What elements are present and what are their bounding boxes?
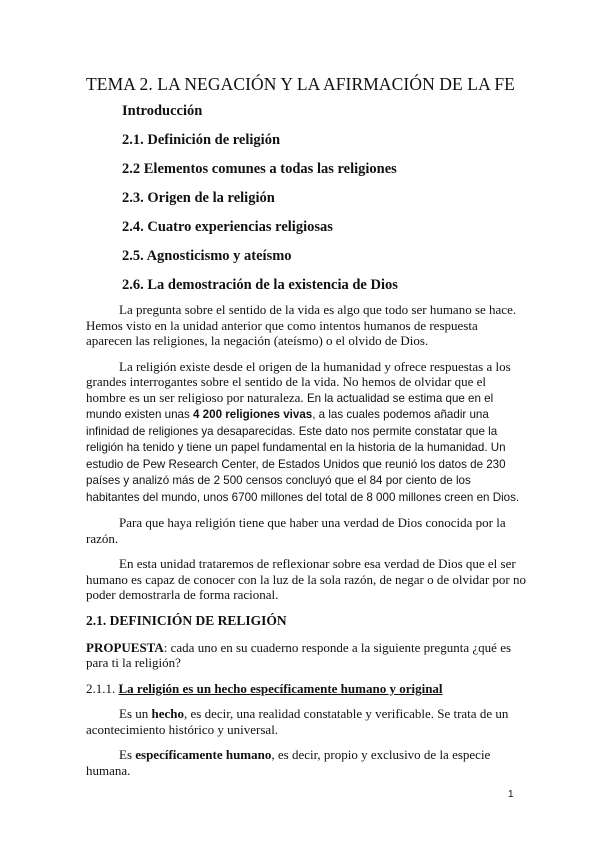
toc-item: 2.3. Origen de la religión — [122, 190, 275, 206]
section-heading: 2.1. DEFINICIÓN DE RELIGIÓN — [86, 612, 287, 628]
toc-item: 2.6. La demostración de la existencia de Dios — [122, 277, 398, 293]
hecho-term: hecho — [151, 706, 184, 721]
subsection-number: 2.1.1. — [86, 680, 116, 696]
toc-item: 2.2 Elementos comunes a todas las religiones — [122, 161, 397, 177]
religion-paragraph-serif: La religión existe desde el origen de la humanidad y ofrece respuestas a los grandes interrogantes sobre el sentido de la vida. No hemos de olvidar que el hombre es un ser religioso por naturaleza. — [86, 358, 511, 405]
propuesta-paragraph — [86, 640, 526, 671]
especifico-term: específicamente humano — [135, 747, 272, 762]
propuesta-label: PROPUESTA — [86, 639, 164, 655]
especifico-text: Es — [119, 747, 136, 762]
toc-item: 2.4. Cuatro experiencias religiosas — [122, 219, 333, 235]
document-title: TEMA 2. LA NEGACIÓN Y LA AFIRMACIÓN DE LA FE — [86, 74, 515, 94]
religion-paragraph-text: En la actualidad se estima que en el mundo existen unas — [86, 391, 494, 421]
reason-paragraph: Para que haya religión tiene que haber una verdad de Dios conocida por la razón. — [86, 515, 506, 546]
religion-count-highlight: 4 200 religiones vivas — [193, 408, 313, 421]
religion-paragraph-sans — [86, 392, 519, 504]
especifico-text: , es decir, propio y exclusivo de la especie humana. — [86, 747, 491, 778]
subsection-heading — [86, 681, 526, 697]
toc-item: 2.5. Agnosticismo y ateísmo — [122, 248, 292, 264]
especifico-paragraph — [86, 747, 526, 778]
page-number: 1 — [508, 789, 514, 800]
subsection-title: La religión es un hecho específicamente humano y original — [118, 680, 443, 696]
toc-item: 2.1. Definición de religión — [122, 132, 281, 148]
table-of-contents — [122, 101, 398, 304]
propuesta-text: : cada uno en su cuaderno responde a la siguiente pregunta ¿qué es para ti la religión? — [86, 639, 512, 670]
hecho-paragraph — [86, 706, 526, 737]
intro-paragraph: La pregunta sobre el sentido de la vida es algo que todo ser humano se hace. Hemos visto en la unidad anterior que como intentos humanos de respuesta aparecen las religiones, la negación (ateísmo) o el olvido de Dios. — [86, 302, 517, 348]
religion-paragraph — [86, 359, 526, 506]
unit-paragraph: En esta unidad trataremos de reflexionar sobre esa verdad de Dios que el ser humano es capaz de conocer con la luz de la sola razón, de negar o de olvidar por no poder demostrarla de forma racional. — [86, 556, 527, 602]
hecho-text: , es decir, una realidad constatable y verificable. Se trata de un acontecimiento histórico y universal. — [86, 706, 509, 737]
document-body — [86, 302, 526, 788]
religion-paragraph-text: , a las cuales podemos añadir una infinidad de religiones ya desaparecidas. Este dato nos permite constatar que la religión ha tenido y tiene un papel fundamental en la historia de la humanidad. Un estudio de Pew Research Center, de Estados Unidos que reunió los datos de 230 países y analizó más de 2 500 censos concluyó que el 84 por ciento de los habitantes del mundo, unos 6700 millones del total de 8 000 millones creen en Dios. — [86, 408, 520, 504]
toc-item: Introducción — [122, 103, 203, 119]
hecho-text: Es un — [119, 706, 152, 721]
